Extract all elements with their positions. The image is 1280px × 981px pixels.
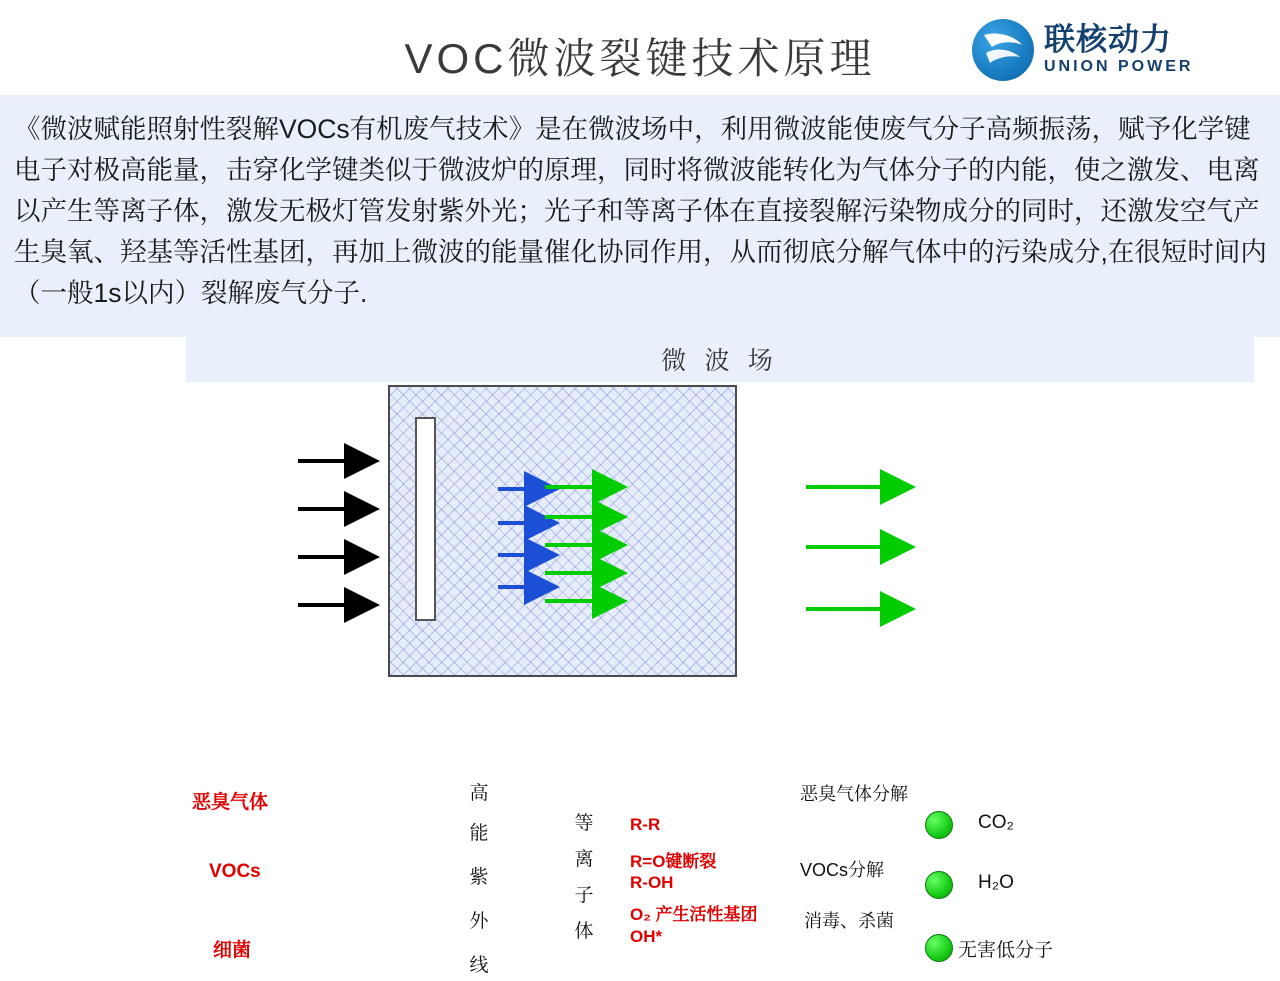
output-label-0: 恶臭气体分解 [800, 784, 908, 804]
plasma-column-char-3: 体 [574, 921, 594, 942]
input-label-0: 恶臭气体 [192, 792, 269, 813]
uv-column-char-2: 紫 [469, 867, 489, 888]
reaction-3: O₂ 产生活性基团 [630, 905, 758, 924]
microwave-chamber [388, 385, 737, 677]
product-name-2: 无害低分子 [958, 940, 1054, 961]
logo-cn-text: 联核动力 [1044, 22, 1172, 58]
output-label-1: VOCs分解 [800, 860, 885, 880]
product-dot-0 [925, 811, 953, 839]
reaction-1: R=O键断裂 [630, 852, 717, 871]
uv-column-char-1: 能 [469, 823, 489, 844]
inlet-arrows [298, 461, 372, 605]
logo-en-text: UNION POWER [1044, 57, 1194, 75]
plasma-column-char-1: 离 [574, 849, 594, 870]
page-title: VOC微波裂键技术原理 [404, 35, 876, 82]
input-label-1: VOCs [209, 861, 261, 882]
uv-column-char-0: 高 [469, 783, 489, 804]
output-arrows [806, 487, 908, 609]
product-name-1: H₂O [978, 872, 1014, 893]
union-power-swoosh-icon [972, 19, 1034, 81]
swoosh-shape-icon [980, 29, 1026, 71]
product-dot-1 [925, 871, 953, 899]
logo-text-group [1044, 24, 1193, 76]
input-label-2: 细菌 [213, 940, 252, 961]
reaction-2: R-OH [630, 873, 674, 892]
output-label-2: 消毒、杀菌 [804, 911, 894, 931]
uv-column-char-3: 外 [469, 911, 489, 932]
uv-column-char-4: 线 [469, 955, 489, 976]
reaction-0: R-R [630, 815, 661, 834]
figure-caption: 微 波 场 [661, 348, 779, 375]
product-dot-2 [925, 934, 953, 962]
figure-caption-band [186, 337, 1254, 382]
plasma-column-char-0: 等 [574, 813, 594, 834]
company-logo [972, 16, 1264, 84]
description-block [0, 97, 1280, 337]
page-header [0, 0, 1280, 96]
electrodeless-lamp [415, 417, 436, 621]
reaction-4: OH* [630, 927, 663, 946]
description-paragraph: 《微波赋能照射性裂解VOCs有机废气技术》是在微波场中，利用微波能使废气分子高频振荡，赋予化学键电子对极高能量，击穿化学键类似于微波炉的原理，同时将微波能转化为气体分子的内能，使之激发、电离以产生等离子体，激发无极灯管发射紫外光；光子和等离子体在直接裂解污染物成分的同时，还激发空气产生臭氧、羟基等活性基团，再加上微波的能量催化协同作用，从而彻底分解气体中的污染成分,在很短时间内（一般1s以内）裂解废气分子. [14, 114, 1267, 308]
product-name-0: CO₂ [978, 812, 1014, 833]
plasma-column-char-2: 子 [574, 885, 594, 906]
process-diagram [0, 337, 1280, 976]
